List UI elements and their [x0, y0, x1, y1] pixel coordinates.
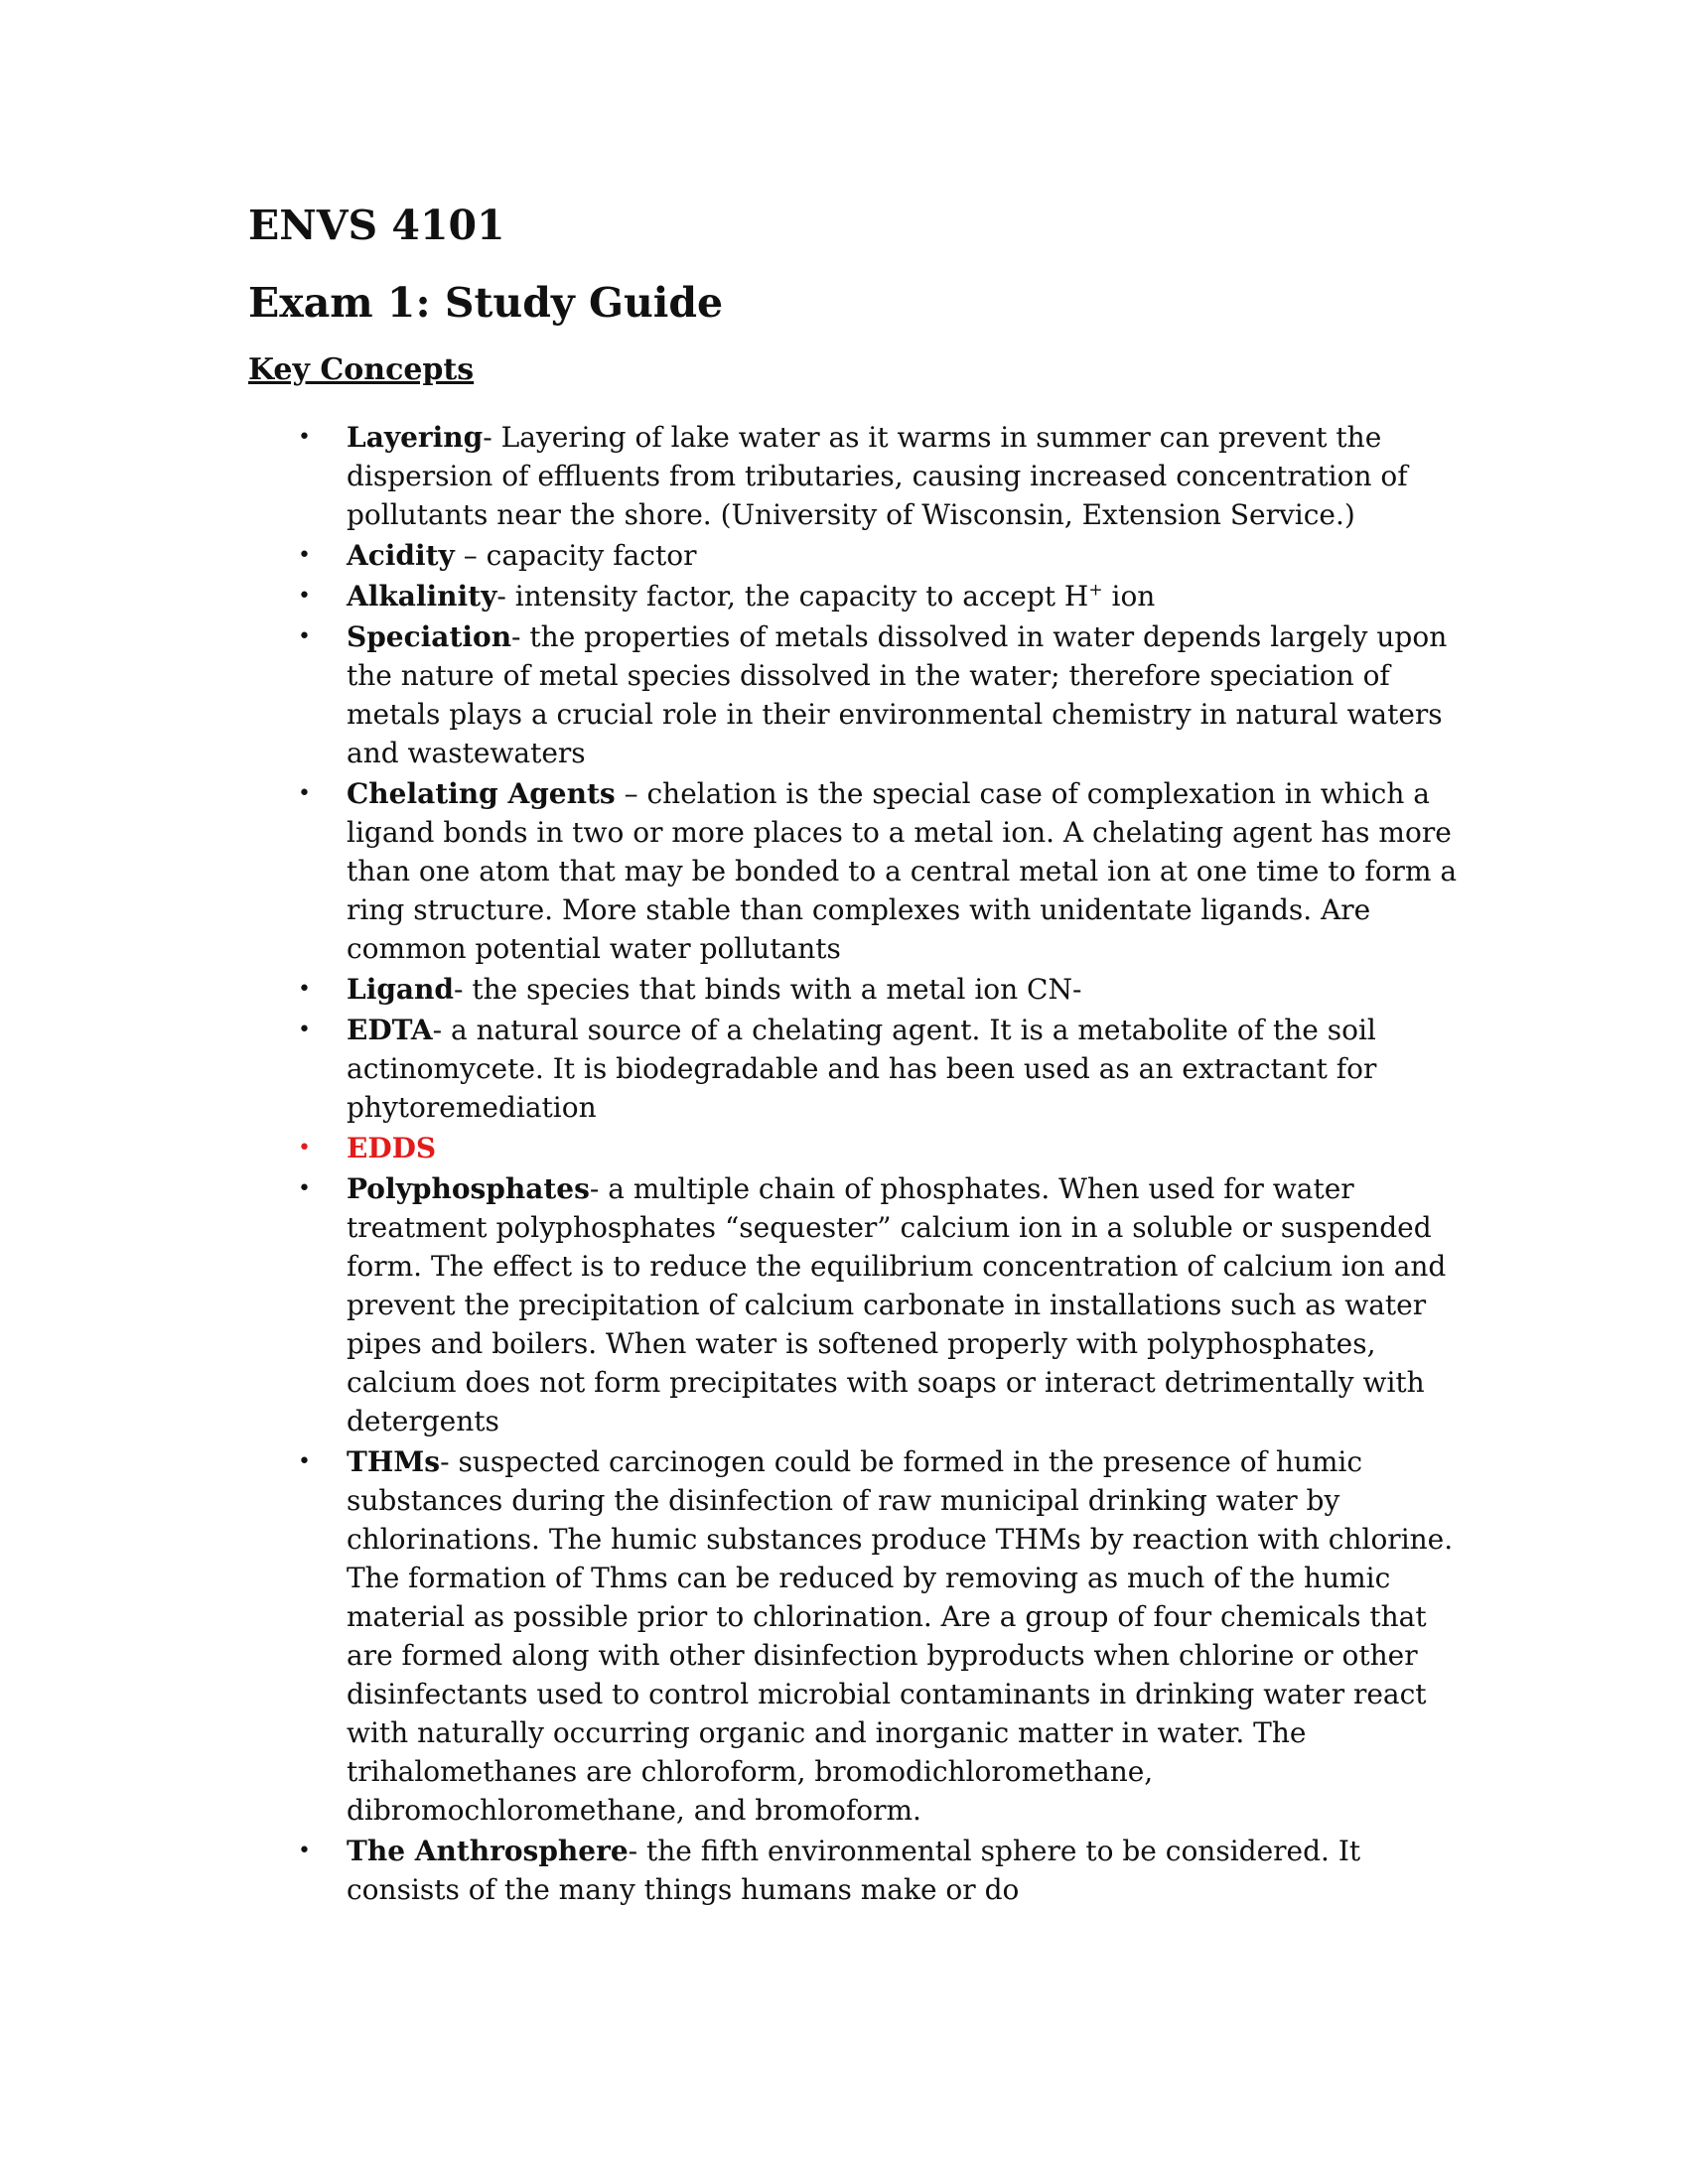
concept-definition-after: ion [1102, 580, 1156, 613]
bullet-icon: • [298, 1018, 311, 1042]
bullet-icon: • [298, 624, 311, 649]
concept-separator: - [453, 973, 473, 1006]
document-page [248, 194, 1470, 1911]
concept-term: Alkalinity [347, 580, 497, 613]
concept-separator: - [511, 620, 530, 653]
concept-term: Ligand [347, 973, 454, 1006]
concept-definition: Layering of lake water as it warms in summer can prevent the dispersion of effluents from tributaries, causing increased concentration of pollutants near the shore. (University of Wisconsin, Extension Service.) [347, 421, 1408, 531]
bullet-icon: • [298, 1839, 311, 1863]
concept-definition: the properties of metals dissolved in water depends largely upon the nature of metal species dissolved in the water; therefore speciation of metals plays a crucial role in their environmental chemistry in natural waters and wastewaters [347, 620, 1448, 769]
concept-definition: a natural source of a chelating agent. It is a metabolite of the soil actinomycete. It is biodegradable and has been used as an extractant for phytoremediation [347, 1014, 1377, 1124]
concept-term: Layering [347, 421, 484, 454]
concept-term: Polyphosphates [347, 1172, 590, 1205]
bullet-icon: • [298, 977, 311, 1002]
bullet-icon: • [298, 781, 311, 806]
bullet-icon: • [298, 1136, 311, 1160]
concept-item-thms [248, 1442, 1470, 1830]
concept-separator: - [483, 421, 501, 454]
section-heading: Key Concepts [248, 352, 475, 387]
concept-item-anthrosphere [248, 1832, 1470, 1909]
concept-term: Speciation [347, 620, 512, 653]
course-title: ENVS 4101 [248, 202, 505, 249]
bullet-icon: • [298, 543, 311, 568]
exam-title: Exam 1: Study Guide [248, 279, 724, 327]
concept-list [248, 418, 1470, 1909]
concept-item-layering [248, 418, 1470, 534]
concept-separator: - [628, 1835, 647, 1867]
concept-definition: a multiple chain of phosphates. When used for water treatment polyphosphates “sequester” calcium ion in a soluble or suspended form. The effect is to reduce the equilibrium concentration of calcium ion and prevent the precipitation of calcium carbonate in installations such as water pipes and boilers. When water is softened properly with polyphosphates, calcium does not form precipitates with soaps or interact detrimentally with detergents [347, 1172, 1447, 1437]
concept-separator: - [440, 1445, 459, 1478]
concept-definition: suspected carcinogen could be formed in the presence of humic substances during the disinfection of raw municipal drinking water by chlorinations. The humic substances produce THMs by reaction with chlorine. The formation of Thms can be reduced by removing as much of the humic material as possible prior to chlorination. Are a group of four chemicals that are formed along with other disinfection byproducts when chlorine or other disinfectants used to control microbial contaminants in drinking water react with naturally occurring organic and inorganic matter in water. The trihalomethanes are chloroform, bromodichloromethane, dibromochloromethane, and bromoform. [347, 1445, 1454, 1827]
bullet-icon: • [298, 1449, 311, 1474]
concept-definition: capacity factor [486, 539, 697, 572]
concept-item-ligand [248, 970, 1470, 1009]
bullet-icon: • [298, 425, 311, 450]
concept-item-acidity [248, 536, 1470, 575]
concept-separator: - [589, 1172, 609, 1205]
concept-definition: chelation is the special case of complexation in which a ligand bonds in two or more places to a metal ion. A chelating agent has more than one atom that may be bonded to a central metal ion at one time to form a ring structure. More stable than complexes with unidentate ligands. Are common potential water pollutants [347, 777, 1458, 965]
concept-item-alkalinity [248, 577, 1470, 615]
concept-definition: the species that binds with a metal ion CN- [472, 973, 1082, 1006]
concept-term: EDDS [347, 1132, 437, 1164]
concept-term: EDTA [347, 1014, 433, 1046]
concept-term: The Anthrosphere [347, 1835, 629, 1867]
concept-term: Acidity [347, 539, 455, 572]
concept-definition: the fifth environmental sphere to be considered. It consists of the many things humans make or do [347, 1835, 1361, 1906]
concept-item-polyphosphates [248, 1169, 1470, 1440]
concept-item-speciation [248, 617, 1470, 772]
concept-separator: – [615, 777, 647, 810]
concept-separator: - [432, 1014, 452, 1046]
concept-term: THMs [347, 1445, 441, 1478]
concept-item-edta [248, 1011, 1470, 1127]
concept-term: Chelating Agents [347, 777, 616, 810]
concept-separator: – [454, 539, 487, 572]
concept-item-edds [248, 1129, 1470, 1167]
bullet-icon: • [298, 1176, 311, 1201]
concept-separator: - [496, 580, 515, 613]
concept-item-chelating-agents [248, 774, 1470, 968]
concept-definition: intensity factor, the capacity to accept H [514, 580, 1089, 613]
superscript-plus: + [1088, 580, 1103, 601]
bullet-icon: • [298, 584, 311, 609]
